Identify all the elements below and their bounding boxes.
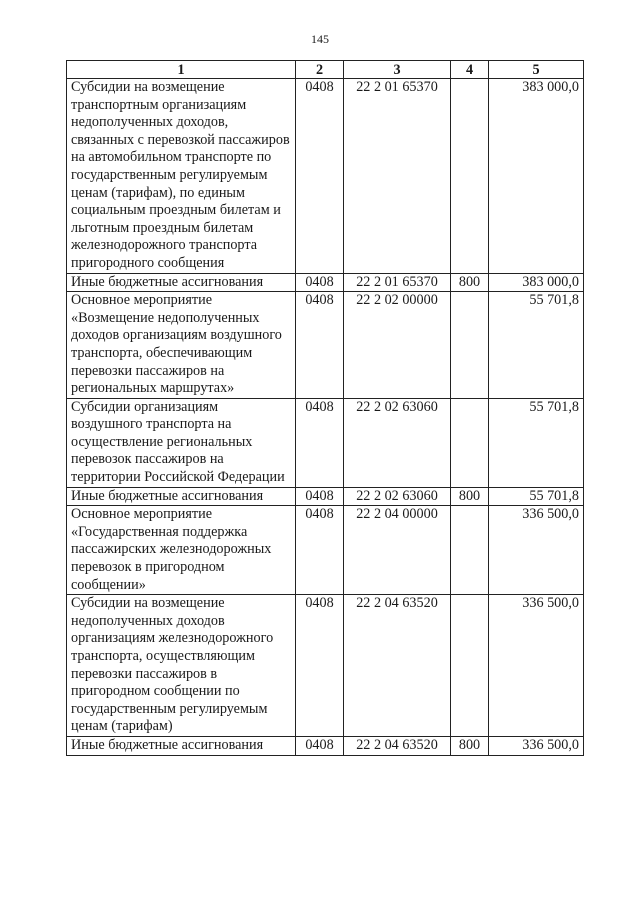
row-kvr — [451, 79, 489, 274]
row-kvr: 800 — [451, 487, 489, 506]
header-col-4: 4 — [451, 61, 489, 79]
table-row — [67, 398, 584, 487]
row-name: Субсидии организациям воздушного транспорта на осуществление региональных перевозок пассажиров на территории Российской Федерации — [67, 398, 296, 487]
row-kvr — [451, 595, 489, 737]
header-col-3: 3 — [344, 61, 451, 79]
row-amount: 336 500,0 — [489, 595, 584, 737]
table-row — [67, 506, 584, 595]
row-amount: 336 500,0 — [489, 736, 584, 755]
row-name: Основное мероприятие «Государственная поддержка пассажирских железнодорожных перевозок в пригородном сообщении» — [67, 506, 296, 595]
row-name: Основное мероприятие «Возмещение недополученных доходов организациям воздушного транспорта, обеспечивающим перевозки пассажиров на региональных маршрутах» — [67, 292, 296, 399]
header-col-2: 2 — [296, 61, 344, 79]
row-section: 0408 — [296, 487, 344, 506]
row-kcsr: 22 2 02 00000 — [344, 292, 451, 399]
row-amount: 55 701,8 — [489, 487, 584, 506]
table-row — [67, 273, 584, 292]
row-name: Иные бюджетные ассигнования — [67, 273, 296, 292]
row-section: 0408 — [296, 273, 344, 292]
row-kcsr: 22 2 01 65370 — [344, 79, 451, 274]
table-row — [67, 487, 584, 506]
row-section: 0408 — [296, 79, 344, 274]
row-kcsr: 22 2 04 63520 — [344, 736, 451, 755]
row-kcsr: 22 2 04 63520 — [344, 595, 451, 737]
row-section: 0408 — [296, 398, 344, 487]
row-amount: 383 000,0 — [489, 79, 584, 274]
header-row — [67, 61, 584, 79]
row-kvr: 800 — [451, 273, 489, 292]
row-kvr — [451, 398, 489, 487]
row-amount: 336 500,0 — [489, 506, 584, 595]
row-kcsr: 22 2 02 63060 — [344, 487, 451, 506]
table-header — [67, 61, 584, 79]
table-row — [67, 595, 584, 737]
row-section: 0408 — [296, 595, 344, 737]
row-name: Иные бюджетные ассигнования — [67, 736, 296, 755]
row-name: Субсидии на возмещение транспортным организациям недополученных доходов, связанных с перевозкой пассажиров на автомобильном транспорте по государственным регулируемым ценам (тарифам), по единым социальным проездным билетам и льготным проездным билетам железнодорожного транспорта пригородного сообщения — [67, 79, 296, 274]
row-amount: 383 000,0 — [489, 273, 584, 292]
budget-table — [66, 60, 584, 756]
table-row — [67, 79, 584, 274]
row-kcsr: 22 2 02 63060 — [344, 398, 451, 487]
table-body — [67, 79, 584, 756]
table-row — [67, 292, 584, 399]
table-row — [67, 736, 584, 755]
row-section: 0408 — [296, 506, 344, 595]
row-name: Субсидии на возмещение недополученных доходов организациям железнодорожного транспорта, осуществляющим перевозки пассажиров в пригородном сообщении по государственным регулируемым ценам (тарифам) — [67, 595, 296, 737]
row-kvr — [451, 292, 489, 399]
header-col-1: 1 — [67, 61, 296, 79]
row-section: 0408 — [296, 292, 344, 399]
row-kcsr: 22 2 04 00000 — [344, 506, 451, 595]
header-col-5: 5 — [489, 61, 584, 79]
row-kvr: 800 — [451, 736, 489, 755]
page-number: 145 — [311, 32, 329, 46]
row-kcsr: 22 2 01 65370 — [344, 273, 451, 292]
row-amount: 55 701,8 — [489, 398, 584, 487]
row-section: 0408 — [296, 736, 344, 755]
row-amount: 55 701,8 — [489, 292, 584, 399]
row-name: Иные бюджетные ассигнования — [67, 487, 296, 506]
row-kvr — [451, 506, 489, 595]
